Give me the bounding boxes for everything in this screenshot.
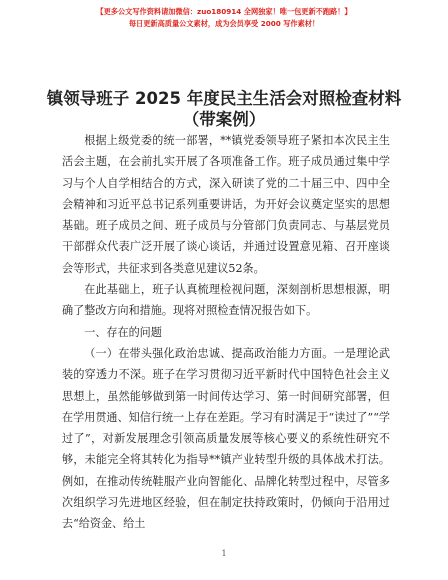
page-number: 1 <box>221 549 227 558</box>
section-heading: 一、存在的问题 <box>84 325 162 339</box>
banner-line-2: 每日更新高质量公文素材，成为会员享受 2000 写作素材！ <box>128 19 320 28</box>
paragraph-conclusion: 在此基础上，班子认真梳理检视问题，深刻剖析思想根源，明确了整改方向和措施。现将对照检查情况报告如下。 <box>62 283 390 318</box>
document-title <box>40 88 408 130</box>
title-line-2: （带案例） <box>182 110 266 129</box>
paragraph-intro: 根据上级党委的统一部署，**镇党委领导班子紧扣本次民主生活会主题，在会前扎实开展了各项准备工作。班子成员通过集中学习与个人自学相结合的方式，深入研读了党的二十届三中、四中全会精神和习近平总书记系列重要讲话，为开好会议奠定坚实的思想基础。班子成员之间、班子成员与分管部门负责同志、与基层党员干部群众代表广泛开展了谈心谈话，并通过设置意见箱、召开座谈会等形式，共征求到各类意见建议52条。 <box>62 134 390 275</box>
document-body <box>62 130 390 535</box>
title-line-1: 镇领导班子 2025 年度民主生活会对照检查材料 <box>46 89 402 108</box>
banner-line-1: 【更多公文写作资料请加微信：zuo180914 全网独家！唯一包更新不跑路！】 <box>96 7 352 16</box>
subsection-paragraph: （一）在带头强化政治忠诚、提高政治能力方面。一是理论武装的穿透力不深。班子在学习贯彻习近平新时代中国特色社会主义思想上，虽然能够做到第一时间传达学习、第一时间研究部署，但在学用贯通、知信行统一上存在差距。学习有时满足于“读过了”“学过了”，对新发展理念引领高质量发展等核心要义的系统性研究不够，未能完全将其转化为指导**镇产业转型升级的具体战术打法。例如，在推动传统鞋服产业向智能化、品牌化转型过程中，尽管多次组织学习先进地区经验，但在制定扶持政策时，仍倾向于沿用过去“给资金、给土 <box>62 346 390 531</box>
promo-banner <box>0 6 448 30</box>
